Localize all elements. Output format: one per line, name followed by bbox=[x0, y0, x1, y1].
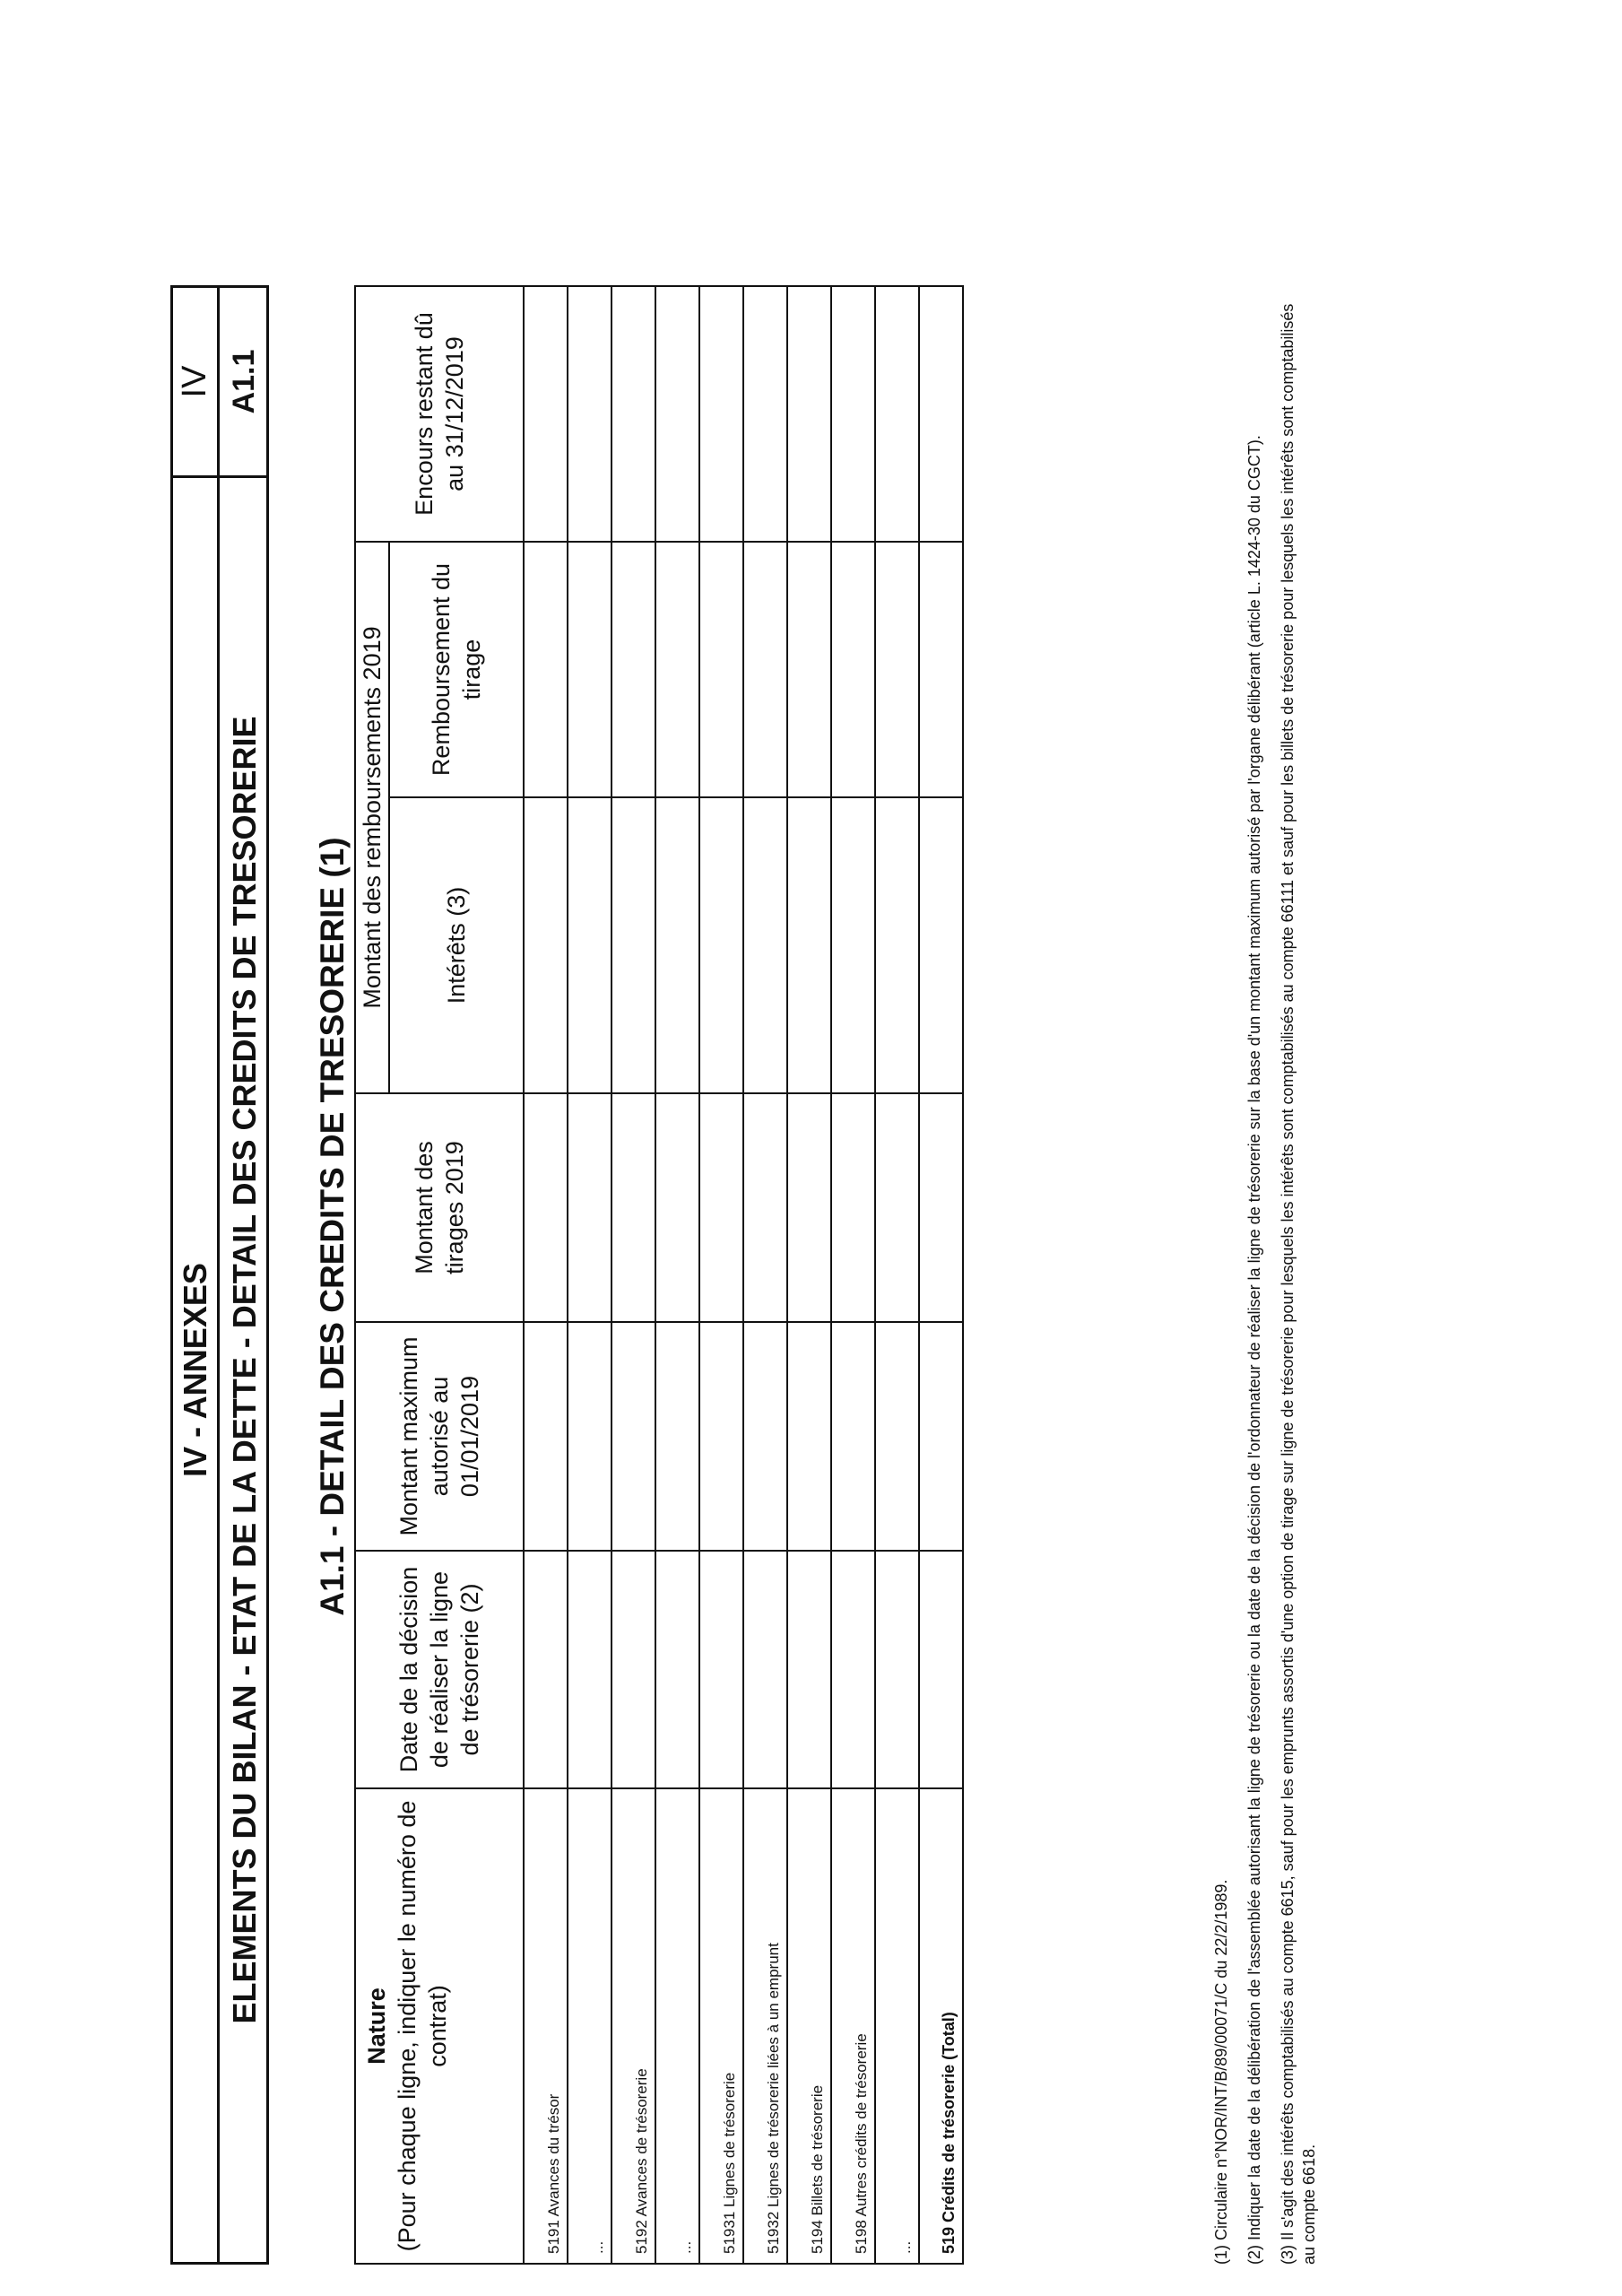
column-header-montant-max: Montant maximum autorisé au 01/01/2019 bbox=[355, 1322, 524, 1551]
empty-cell bbox=[743, 1551, 787, 1788]
empty-cell bbox=[919, 1322, 963, 1551]
empty-cell bbox=[919, 797, 963, 1093]
document-sheet bbox=[170, 202, 1453, 2265]
empty-cell bbox=[655, 286, 699, 542]
empty-cell bbox=[743, 797, 787, 1093]
section-code: IV bbox=[173, 288, 220, 475]
empty-cell bbox=[919, 1551, 963, 1788]
column-header-date-decision: Date de la décision de réaliser la ligne de trésorerie (2) bbox=[355, 1551, 524, 1788]
table-title: A1.1 - DETAIL DES CREDITS DE TRESORERIE (1) bbox=[314, 837, 351, 1616]
row-label: 51932 Lignes de trésorerie liées à un emprunt bbox=[743, 1788, 787, 2264]
footnote-2: (2) Indiquer la date de la délibération de l'assemblée autorisant la ligne de trésorerie ou la date de la décision de l'ordonnateur de réaliser la ligne de trésorerie sur la base d'un montant maximum autorisé par l'organe délibérant (article L. 1424-30 du CGCT). bbox=[1245, 435, 1263, 2265]
empty-cell bbox=[831, 1093, 875, 1322]
empty-cell bbox=[743, 1322, 787, 1551]
empty-cell bbox=[524, 797, 568, 1093]
empty-cell bbox=[787, 542, 831, 797]
empty-cell bbox=[612, 1551, 655, 1788]
table-row bbox=[612, 286, 655, 2264]
empty-cell bbox=[699, 542, 743, 797]
row-label: ... bbox=[655, 1788, 699, 2264]
empty-cell bbox=[919, 1093, 963, 1322]
table-row bbox=[787, 286, 831, 2264]
empty-cell bbox=[568, 542, 612, 797]
empty-cell bbox=[524, 1093, 568, 1322]
empty-cell bbox=[787, 1093, 831, 1322]
empty-cell bbox=[568, 1093, 612, 1322]
empty-cell bbox=[787, 797, 831, 1093]
empty-cell bbox=[919, 542, 963, 797]
empty-cell bbox=[875, 1093, 919, 1322]
empty-cell bbox=[743, 286, 787, 542]
empty-cell bbox=[699, 1551, 743, 1788]
empty-cell bbox=[831, 286, 875, 542]
empty-cell bbox=[524, 286, 568, 542]
column-header-remboursement-tirage: Remboursement du tirage bbox=[389, 542, 524, 797]
empty-cell bbox=[699, 286, 743, 542]
empty-cell bbox=[655, 1093, 699, 1322]
column-header-remboursements-group: Montant des remboursements 2019 bbox=[355, 542, 389, 1093]
empty-cell bbox=[524, 1322, 568, 1551]
row-label: 519 Crédits de trésorerie (Total) bbox=[919, 1788, 963, 2264]
empty-cell bbox=[655, 1322, 699, 1551]
empty-cell bbox=[743, 542, 787, 797]
empty-cell bbox=[875, 542, 919, 797]
row-label: 5192 Avances de trésorerie bbox=[612, 1788, 655, 2264]
header-box bbox=[170, 475, 269, 2265]
empty-cell bbox=[831, 542, 875, 797]
empty-cell bbox=[568, 286, 612, 542]
empty-cell bbox=[699, 1322, 743, 1551]
empty-cell bbox=[787, 1551, 831, 1788]
empty-cell bbox=[568, 1322, 612, 1551]
column-header-encours: Encours restant dû au 31/12/2019 bbox=[355, 286, 524, 542]
empty-cell bbox=[524, 542, 568, 797]
empty-cell bbox=[919, 286, 963, 542]
empty-cell bbox=[612, 286, 655, 542]
footnotes bbox=[1210, 283, 1331, 2265]
empty-cell bbox=[568, 797, 612, 1093]
column-header-interets: Intérêts (3) bbox=[389, 797, 524, 1093]
credits-table bbox=[354, 285, 964, 2265]
empty-cell bbox=[699, 1093, 743, 1322]
empty-cell bbox=[875, 797, 919, 1093]
table-row bbox=[568, 286, 612, 2264]
header-subtitle: ELEMENTS DU BILAN - ETAT DE LA DETTE - DETAIL DES CREDITS DE TRESORERIE bbox=[225, 716, 263, 2024]
table-row-total bbox=[919, 286, 963, 2264]
empty-cell bbox=[787, 286, 831, 542]
empty-cell bbox=[655, 797, 699, 1093]
table-row bbox=[831, 286, 875, 2264]
table-row bbox=[743, 286, 787, 2264]
empty-cell bbox=[655, 542, 699, 797]
header-code-box bbox=[170, 285, 269, 478]
footnote-3: (3) Il s'agit des intérêts comptabilisés au compte 6615, sauf pour les emprunts assortis d'une option de tirage sur ligne de trésorerie pour lesquels les intérêts sont comptabilisés au compte 66111 et sauf pour les billets de trésorerie pour lesquels les intérêts sont comptabilisés au compte 6618. bbox=[1279, 303, 1318, 2265]
empty-cell bbox=[831, 1551, 875, 1788]
table-row bbox=[655, 286, 699, 2264]
empty-cell bbox=[612, 1093, 655, 1322]
empty-cell bbox=[612, 797, 655, 1093]
row-label: 5194 Billets de trésorerie bbox=[787, 1788, 831, 2264]
table-row bbox=[699, 286, 743, 2264]
row-label: ... bbox=[568, 1788, 612, 2264]
row-label: ... bbox=[875, 1788, 919, 2264]
row-label: 5191 Avances du trésor bbox=[524, 1788, 568, 2264]
nature-subtitle: (Pour chaque ligne, indiquer le numéro de contrat) bbox=[394, 1800, 451, 2252]
row-label: 5198 Autres crédits de trésorerie bbox=[831, 1788, 875, 2264]
empty-cell bbox=[831, 797, 875, 1093]
empty-cell bbox=[875, 1322, 919, 1551]
empty-cell bbox=[568, 1551, 612, 1788]
header-title: IV - ANNEXES bbox=[173, 478, 220, 2262]
column-header-nature bbox=[355, 1788, 524, 2264]
empty-cell bbox=[875, 1551, 919, 1788]
row-label: 51931 Lignes de trésorerie bbox=[699, 1788, 743, 2264]
empty-cell bbox=[743, 1093, 787, 1322]
empty-cell bbox=[699, 797, 743, 1093]
empty-cell bbox=[787, 1322, 831, 1551]
empty-cell bbox=[524, 1551, 568, 1788]
empty-cell bbox=[612, 1322, 655, 1551]
annex-code: A1.1 bbox=[227, 349, 261, 414]
empty-cell bbox=[875, 286, 919, 542]
empty-cell bbox=[655, 1551, 699, 1788]
table-row bbox=[524, 286, 568, 2264]
table-row bbox=[875, 286, 919, 2264]
empty-cell bbox=[612, 542, 655, 797]
nature-title: Nature bbox=[363, 1987, 390, 2065]
empty-cell bbox=[831, 1322, 875, 1551]
column-header-montant-tirages: Montant des tirages 2019 bbox=[355, 1093, 524, 1322]
footnote-1: (1) Circulaire n°NOR/INT/B/89/00071/C du 22/2/1989. bbox=[1212, 1879, 1230, 2265]
